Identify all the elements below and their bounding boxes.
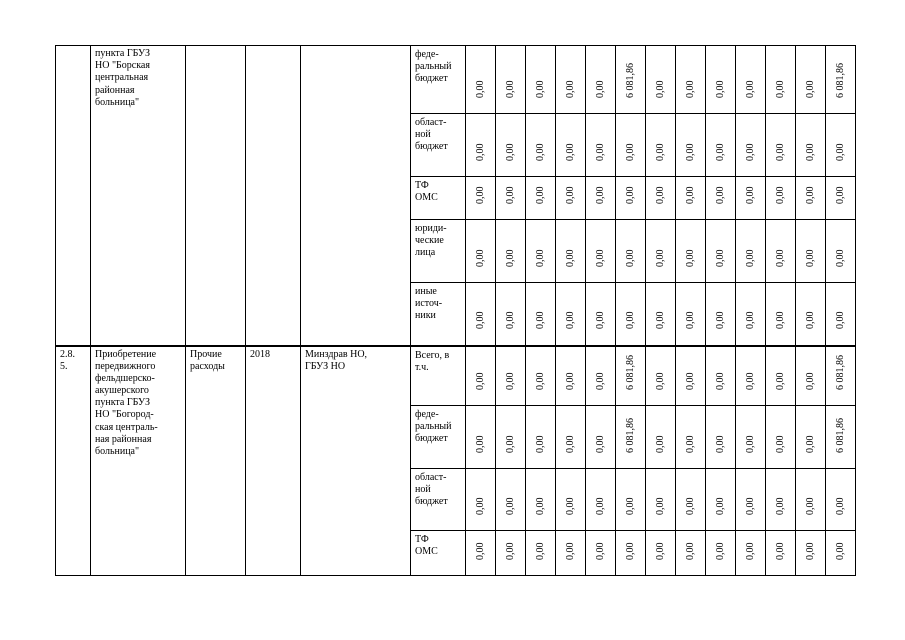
executor-cell-text: [301, 46, 410, 50]
value-text: 0,00: [564, 143, 576, 161]
value-text: 0,00: [804, 143, 816, 161]
value-text: 0,00: [594, 143, 606, 161]
value-text: 6 081,86: [834, 417, 846, 453]
value-text: 0,00: [474, 186, 486, 204]
value-cell: [796, 531, 826, 576]
value-text: 0,00: [654, 186, 666, 204]
value-text: 0,00: [534, 143, 546, 161]
value-text: 0,00: [744, 497, 756, 515]
source-cell: [411, 469, 466, 531]
source-label: феде- ральный бюджет: [415, 409, 452, 445]
value-text: 0,00: [534, 435, 546, 453]
value-text: 0,00: [804, 435, 816, 453]
value-text: 0,00: [654, 497, 666, 515]
value-text: 6 081,86: [834, 62, 846, 98]
value-text: 0,00: [564, 497, 576, 515]
value-text: 0,00: [714, 186, 726, 204]
value-text: 0,00: [684, 435, 696, 453]
executor-cell-text: Минздрав НО, ГБУЗ НО: [305, 348, 368, 372]
value-text: 0,00: [714, 311, 726, 330]
name-cell: [91, 346, 186, 576]
value-cell: [736, 531, 766, 576]
value-text: 0,00: [744, 542, 756, 560]
source-cell: [411, 177, 466, 220]
value-text: 0,00: [744, 372, 756, 390]
value-text: 0,00: [804, 80, 816, 98]
value-text: 0,00: [834, 311, 846, 330]
value-text: 0,00: [744, 435, 756, 453]
number-cell: [56, 46, 91, 346]
name-cell: [91, 46, 186, 346]
value-text: 0,00: [804, 372, 816, 390]
value-text: 0,00: [684, 542, 696, 560]
value-text: 0,00: [594, 249, 606, 267]
table-row: [56, 46, 856, 114]
name-cell-text: Приобретение передвижного фельдшерско- акушерского пункта ГБУЗ НО "Богород- ская централь- ная районная больница": [95, 348, 158, 457]
value-text: 0,00: [804, 542, 816, 560]
value-text: 0,00: [504, 80, 516, 98]
source-cell: [411, 283, 466, 346]
value-text: 0,00: [594, 311, 606, 330]
value-text: 0,00: [624, 186, 636, 204]
value-cell: [586, 531, 616, 576]
source-label: иные источ- ники: [415, 286, 443, 322]
source-label: Всего, в т.ч.: [415, 349, 450, 373]
value-cell: [766, 531, 796, 576]
value-text: 0,00: [564, 542, 576, 560]
value-text: 0,00: [684, 80, 696, 98]
value-text: 0,00: [504, 435, 516, 453]
value-text: 0,00: [504, 186, 516, 204]
value-text: 0,00: [474, 249, 486, 267]
value-text: 0,00: [504, 143, 516, 161]
value-text: 0,00: [684, 186, 696, 204]
value-text: 0,00: [744, 249, 756, 267]
value-text: 0,00: [684, 249, 696, 267]
value-text: 0,00: [654, 143, 666, 161]
value-text: 0,00: [804, 497, 816, 515]
budget-table: [55, 45, 856, 576]
value-text: 0,00: [714, 435, 726, 453]
value-text: 0,00: [714, 372, 726, 390]
value-text: 0,00: [684, 143, 696, 161]
value-text: 0,00: [684, 372, 696, 390]
value-text: 0,00: [654, 311, 666, 330]
year-cell-text: [246, 46, 300, 50]
value-text: 6 081,86: [624, 417, 636, 453]
value-text: 0,00: [474, 372, 486, 390]
value-text: 0,00: [744, 80, 756, 98]
source-cell: [411, 406, 466, 469]
source-label: юриди- ческие лица: [415, 223, 447, 259]
value-text: 0,00: [714, 80, 726, 98]
value-text: 0,00: [774, 80, 786, 98]
value-text: 0,00: [804, 311, 816, 330]
source-label: област- ной бюджет: [415, 472, 448, 508]
number-cell-text: [56, 46, 90, 50]
value-cell: [496, 531, 526, 576]
value-text: 0,00: [594, 435, 606, 453]
source-cell: [411, 346, 466, 406]
category-cell: [186, 346, 246, 576]
executor-cell: [301, 346, 411, 576]
value-text: 0,00: [534, 497, 546, 515]
value-text: 0,00: [834, 186, 846, 204]
source-cell: [411, 114, 466, 177]
value-text: 0,00: [684, 497, 696, 515]
value-text: 0,00: [654, 80, 666, 98]
value-text: 0,00: [714, 143, 726, 161]
value-cell: [466, 531, 496, 576]
value-text: 0,00: [564, 311, 576, 330]
value-text: 0,00: [744, 186, 756, 204]
value-text: 0,00: [774, 542, 786, 560]
value-text: 0,00: [624, 311, 636, 330]
value-text: 0,00: [744, 311, 756, 330]
value-text: 0,00: [654, 249, 666, 267]
value-text: 0,00: [714, 542, 726, 560]
value-text: 0,00: [564, 186, 576, 204]
category-cell-text: Прочие расходы: [190, 348, 225, 372]
value-text: 0,00: [774, 372, 786, 390]
name-cell-text: пункта ГБУЗ НО "Борская центральная районная больница": [95, 48, 150, 108]
value-text: 0,00: [474, 542, 486, 560]
category-cell-text: [186, 46, 245, 50]
value-text: 0,00: [774, 186, 786, 204]
value-text: 0,00: [654, 542, 666, 560]
value-text: 0,00: [714, 249, 726, 267]
source-cell: [411, 220, 466, 283]
value-text: 0,00: [714, 497, 726, 515]
year-cell: [246, 46, 301, 346]
value-text: 0,00: [534, 311, 546, 330]
value-text: 0,00: [564, 435, 576, 453]
value-text: 0,00: [594, 542, 606, 560]
value-cell: [676, 531, 706, 576]
value-text: 0,00: [474, 80, 486, 98]
value-text: 0,00: [504, 372, 516, 390]
value-text: 0,00: [474, 497, 486, 515]
value-text: 0,00: [834, 143, 846, 161]
number-cell: [56, 346, 91, 576]
source-label: феде- ральный бюджет: [415, 49, 452, 85]
value-text: 0,00: [834, 249, 846, 267]
value-text: 0,00: [534, 186, 546, 204]
year-cell: [246, 346, 301, 576]
value-cell: [526, 531, 556, 576]
value-text: 0,00: [774, 311, 786, 330]
value-cell: [646, 531, 676, 576]
value-text: 0,00: [474, 143, 486, 161]
source-cell: [411, 531, 466, 576]
value-text: 0,00: [774, 497, 786, 515]
value-text: 0,00: [534, 249, 546, 267]
value-text: 0,00: [534, 372, 546, 390]
source-label: ТФ ОМС: [415, 534, 438, 558]
year-cell-text: 2018: [250, 348, 270, 360]
value-text: 0,00: [534, 542, 546, 560]
value-text: 0,00: [594, 372, 606, 390]
value-text: 0,00: [804, 249, 816, 267]
value-text: 0,00: [504, 249, 516, 267]
value-text: 0,00: [744, 143, 756, 161]
value-text: 0,00: [624, 497, 636, 515]
value-text: 0,00: [564, 372, 576, 390]
source-cell: [411, 46, 466, 114]
value-text: 0,00: [504, 542, 516, 560]
number-cell-text: 2.8. 5.: [60, 348, 75, 372]
value-text: 0,00: [474, 311, 486, 330]
value-text: 6 081,86: [834, 354, 846, 390]
source-label: област- ной бюджет: [415, 117, 448, 153]
value-text: 0,00: [834, 542, 846, 560]
value-text: 0,00: [594, 186, 606, 204]
executor-cell: [301, 46, 411, 346]
value-text: 0,00: [594, 80, 606, 98]
table-row: [56, 346, 856, 406]
value-text: 0,00: [834, 497, 846, 515]
category-cell: [186, 46, 246, 346]
value-text: 6 081,86: [624, 354, 636, 390]
value-text: 0,00: [684, 311, 696, 330]
value-text: 0,00: [504, 497, 516, 515]
value-text: 0,00: [624, 143, 636, 161]
value-text: 0,00: [654, 435, 666, 453]
value-cell: [706, 531, 736, 576]
value-text: 0,00: [624, 249, 636, 267]
value-text: 0,00: [564, 249, 576, 267]
value-text: 0,00: [804, 186, 816, 204]
value-text: 0,00: [654, 372, 666, 390]
value-text: 0,00: [774, 435, 786, 453]
value-text: 0,00: [774, 143, 786, 161]
value-text: 0,00: [474, 435, 486, 453]
value-cell: [616, 531, 646, 576]
value-text: 6 081,86: [624, 62, 636, 98]
value-text: 0,00: [594, 497, 606, 515]
value-text: 0,00: [624, 542, 636, 560]
source-label: ТФ ОМС: [415, 180, 438, 204]
value-cell: [556, 531, 586, 576]
value-text: 0,00: [564, 80, 576, 98]
value-text: 0,00: [774, 249, 786, 267]
value-text: 0,00: [534, 80, 546, 98]
value-text: 0,00: [504, 311, 516, 330]
value-cell: [826, 531, 856, 576]
